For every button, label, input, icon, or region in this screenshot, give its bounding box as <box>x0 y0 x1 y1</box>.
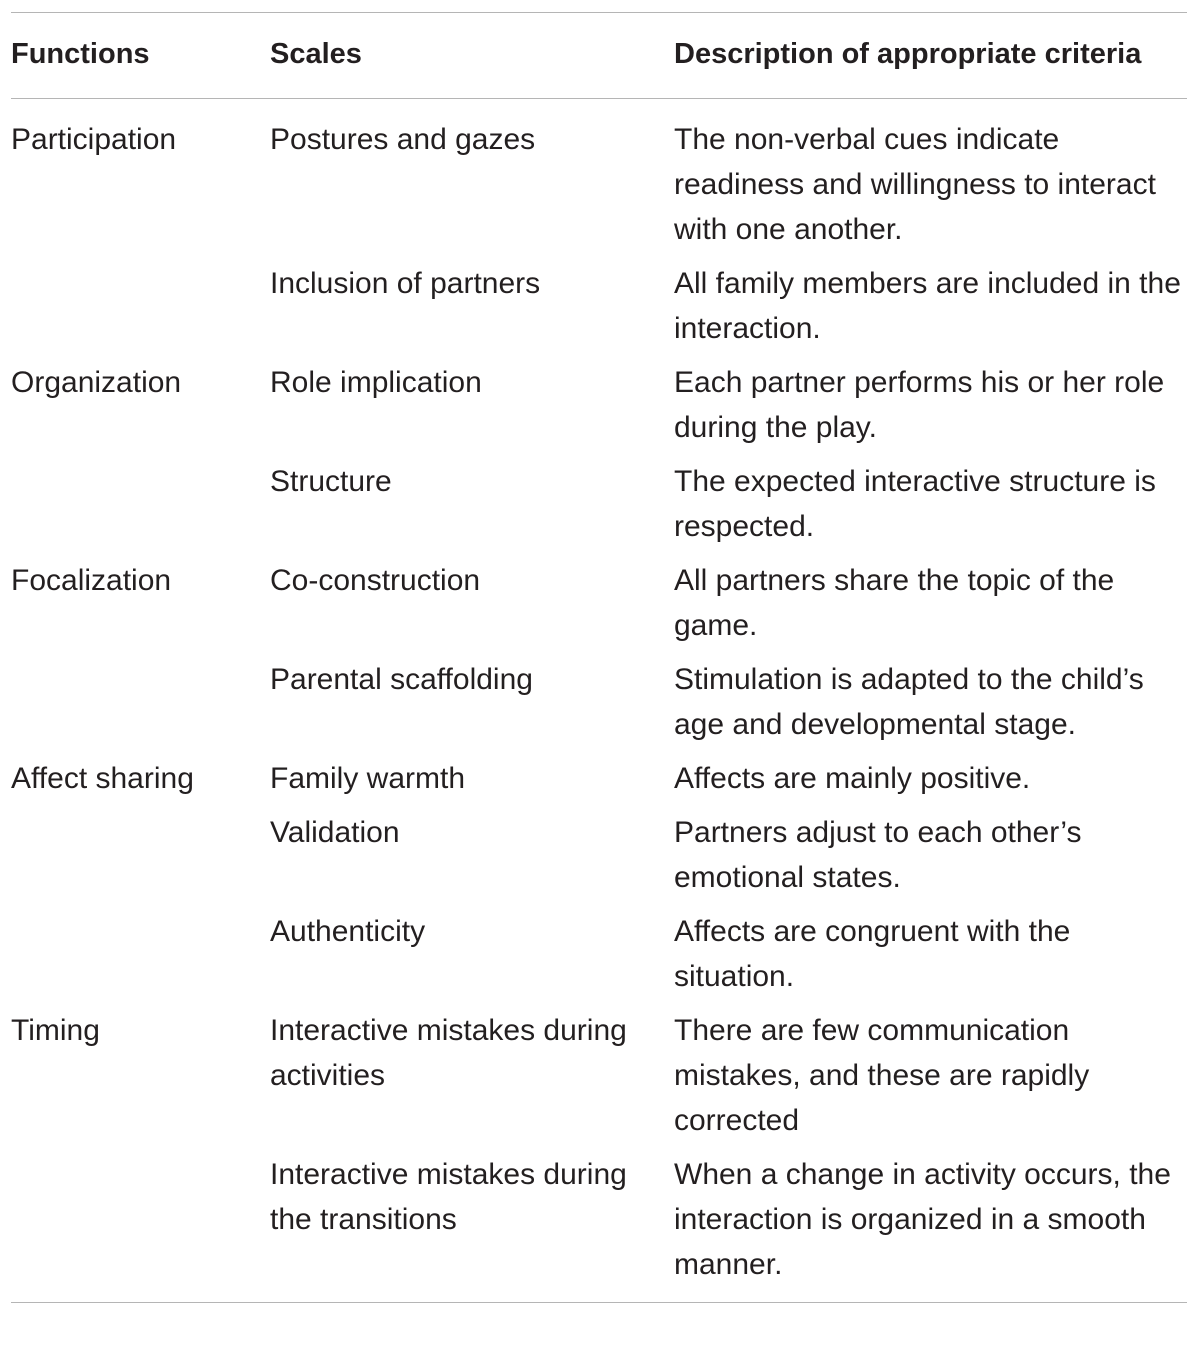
header-row <box>11 13 1187 99</box>
function-cell: Focalization <box>11 564 172 597</box>
function-cell <box>11 1152 270 1303</box>
function-cell: Organization <box>11 366 182 399</box>
table-row <box>11 99 1187 262</box>
scale-cell: Interactive mistakes during activities <box>270 1014 627 1092</box>
scale-cell: Validation <box>270 816 400 849</box>
description-cell: The expected interactive structure is respected. <box>674 465 1156 543</box>
description-cell: Stimulation is adapted to the child’s age and developmental stage. <box>674 663 1144 741</box>
description-cell: Each partner performs his or her role during the play. <box>674 366 1165 444</box>
criteria-table-container <box>11 12 1187 1303</box>
description-cell: There are few communication mistakes, and these are rapidly corrected <box>674 1014 1090 1137</box>
header-description: Description of appropriate criteria <box>674 38 1142 70</box>
function-cell <box>11 909 270 1008</box>
description-cell: All family members are included in the interaction. <box>674 267 1181 345</box>
function-cell <box>11 459 270 558</box>
description-cell: Affects are congruent with the situation. <box>674 915 1071 993</box>
table-row <box>11 558 1187 657</box>
function-cell: Participation <box>11 123 177 156</box>
table-row <box>11 459 1187 558</box>
table-row <box>11 261 1187 360</box>
table-body <box>11 99 1187 1303</box>
scale-cell: Role implication <box>270 366 482 399</box>
table-header <box>11 13 1187 99</box>
table-row <box>11 1008 1187 1152</box>
function-cell <box>11 261 270 360</box>
table-row <box>11 1152 1187 1303</box>
scale-cell: Postures and gazes <box>270 123 536 156</box>
criteria-table <box>11 12 1187 1303</box>
scale-cell: Inclusion of partners <box>270 267 541 300</box>
description-cell: The non-verbal cues indicate readiness and willingness to interact with one another. <box>674 123 1156 246</box>
table-row <box>11 909 1187 1008</box>
table-row <box>11 657 1187 756</box>
scale-cell: Family warmth <box>270 762 466 795</box>
header-functions: Functions <box>11 38 150 70</box>
function-cell: Affect sharing <box>11 762 194 795</box>
scale-cell: Co-construction <box>270 564 481 597</box>
function-cell <box>11 657 270 756</box>
scale-cell: Parental scaffolding <box>270 663 533 696</box>
description-cell: All partners share the topic of the game. <box>674 564 1115 642</box>
description-cell: When a change in activity occurs, the interaction is organized in a smooth manner. <box>674 1158 1171 1281</box>
description-cell: Affects are mainly positive. <box>674 762 1031 795</box>
table-row <box>11 756 1187 810</box>
scale-cell: Interactive mistakes during the transitions <box>270 1158 627 1236</box>
scale-cell: Structure <box>270 465 392 498</box>
function-cell <box>11 810 270 909</box>
header-scales: Scales <box>270 38 362 70</box>
scale-cell: Authenticity <box>270 915 426 948</box>
table-row <box>11 810 1187 909</box>
function-cell: Timing <box>11 1014 100 1047</box>
description-cell: Partners adjust to each other’s emotional states. <box>674 816 1082 894</box>
table-row <box>11 360 1187 459</box>
